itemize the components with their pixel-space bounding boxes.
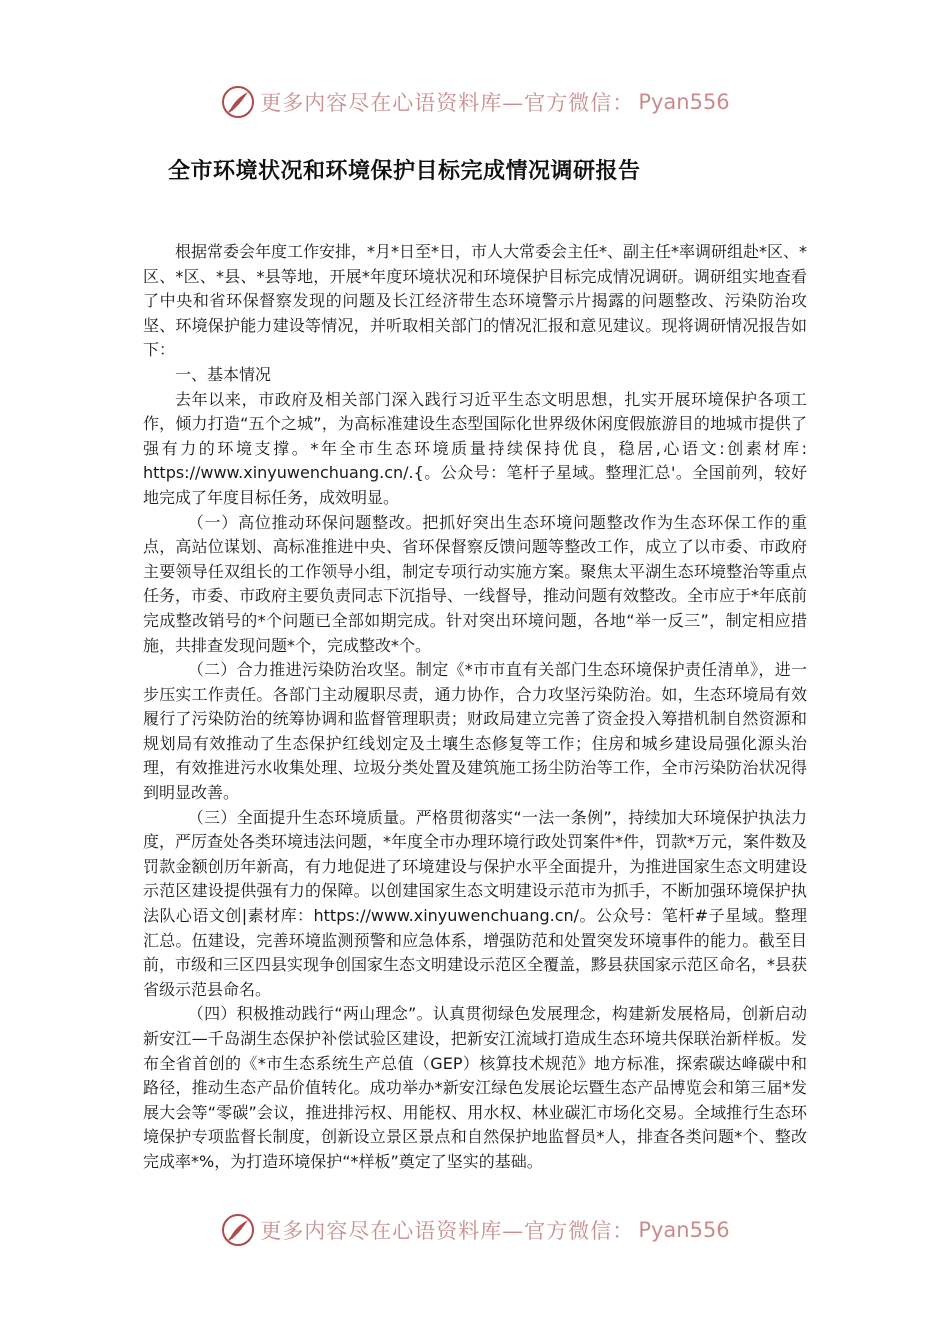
banner-text: 更多内容尽在心语资料库—官方微信： (260, 1219, 635, 1243)
quill-logo-icon (220, 84, 256, 120)
paragraph: （四）积极推动践行“两山理念”。认真贯彻绿色发展理念，构建新发展格局，创新启动新安江—千岛湖生态保护补偿试验区建设，把新安江流域打造成生态环境共保联治新样板。发布全省首创的《*市生态系统生产总值（GEP）核算技术规范》地方标准，探索碳达峰碳中和路径，推动生态产品价值转化。成功举办*新安江绿色发展论坛暨生态产品博览会和第三届*发展大会等“零碳”会议，推进排污权、用能权、用水权、林业碳汇市场化交易。全域推行生态环境保护专项监督长制度，创新设立景区景点和自然保护地监督员*人，排查各类问题*个、整改完成率*%，为打造环境保护“*样板”奠定了坚实的基础。 (143, 1004, 807, 1171)
paragraph: （三）全面提升生态环境质量。严格贯彻落实“一法一条例”，持续加大环境保护执法力度，严厉查处各类环境违法问题，*年度全市办理环境行政处罚案件*件，罚款*万元，案件数及罚款金额创历年新高，有力地促进了环境建设与保护水平全面提升，为推进国家生态文明建设示范区建设提供强有力的保障。以创建国家生态文明建设示范市为抓手，不断加强环境保护执法队心语文创|素材库：https://www.xinyuwenchuang.cn/。公众号：笔杆#子星域。整理汇总。伍建设，完善环境监测预警和应急体系，增强防范和处置突发环境事件的能力。截至目前，市级和三区四县实现争创国家生态文明建设示范区全覆盖，黟县获国家示范区命名，*县获省级示范县命名。 (143, 807, 808, 999)
paragraph: （一）高位推动环保问题整改。把抓好突出生态环境问题整改作为生态环保工作的重点，高站位谋划、高标准推进中央、省环保督察反馈问题等整改工作，成立了以市委、市政府主要领导任双组长的工作领导小组，制定专项行动实施方案。聚焦太平湖生态环境整治等重点任务，市委、市政府主要负责同志下沉指导、一线督导，推动问题有效整改。全市应于*年底前完成整改销号的*个问题已全部如期完成。针对突出环境问题，各地“举一反三”，制定相应措施，共排查发现问题*个，完成整改*个。 (143, 512, 808, 655)
paragraph: （二）合力推进污染防治攻坚。制定《*市市直有关部门生态环境保护责任清单》，进一步压实工作责任。各部门主动履职尽责，通力协作，合力攻坚污染防治。如，生态环境局有效履行了污染防治的统筹协调和监督管理职责；财政局建立完善了资金投入筹措机制自然资源和规划局有效推动了生态保护红线划定及土壤生态修复等工作；住房和城乡建设局强化源头治理，有效推进污水收集处理、垃圾分类处置及建筑施工扬尘防治等工作，全市污染防治状况得到明显改善。 (143, 660, 807, 803)
banner-wechat-id: Pyan556 (638, 90, 730, 114)
document-title: 全市环境状况和环境保护目标完成情况调研报告 (168, 159, 641, 184)
document-body (143, 240, 807, 1175)
section-heading: 一、基本情况 (175, 364, 272, 384)
banner-wechat-id: Pyan556 (638, 1218, 730, 1242)
header-watermark-banner (0, 80, 950, 124)
banner-text: 更多内容尽在心语资料库—官方微信： (260, 91, 635, 115)
footer-watermark-banner (0, 1208, 950, 1252)
quill-logo-icon (220, 1212, 256, 1248)
paragraph-intro: 根据常委会年度工作安排，*月*日至*日，市人大常委会主任*、副主任*率调研组赴*区、*区、*区、*县、*县等地，开展*年度环境状况和环境保护目标完成情况调研。调研组实地查看了中央和省环保督察发现的问题及长江经济带生态环境警示片揭露的问题整改、污染防治攻坚、环境保护能力建设等情况，并听取相关部门的情况汇报和意见建议。现将调研情况报告如下： (143, 242, 808, 360)
paragraph: 去年以来，市政府及相关部门深入践行习近平生态文明思想，扎实开展环境保护各项工作，倾力打造“五个之城”，为高标准建设生态型国际化世界级休闲度假旅游目的地城市提供了强有力的环境支撑。*年全市生态环境质量持续保持优良，稳居,心语文:创素材库: https://www.xinyuwenchuang.cn/.{。公众号：笔杆子星域。整理汇总'。全国前列，较好地完成了年度目标任务，成效明显。 (143, 389, 807, 507)
